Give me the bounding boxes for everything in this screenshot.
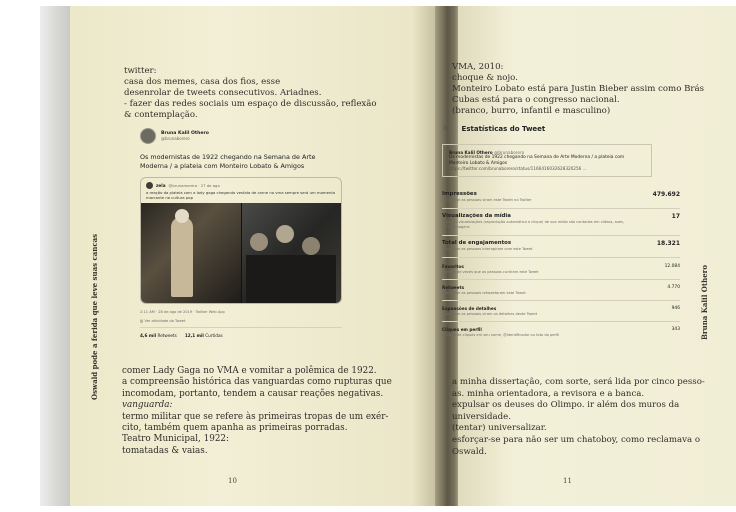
text-line: choque & nojo.	[452, 73, 518, 83]
media-views-label: Visualizações da mídia	[442, 212, 511, 219]
text-line: cito, também quem apanha as primeiras porradas.	[122, 423, 348, 434]
tweet-card	[140, 128, 342, 338]
media-views-desc: Todas as visualizações (reprodução automática e clique) de sua mídia são contadas em vídeos, axes, GIFs e imagens	[442, 219, 625, 229]
text-line: comer Lady Gaga no VMA e vomitar a polêmica de 1922.	[122, 366, 377, 376]
text-line: Cubas está para o congresso nacional.	[452, 95, 620, 105]
favorites-desc: número de vezes que as pessoas curtiram este Tweet	[442, 270, 539, 275]
media-views-value: 17	[671, 212, 680, 220]
text-line: Monteiro Lobato está para Justin Bieber assim como Brás	[452, 84, 705, 94]
preview-author-handle: @brunaborero	[494, 150, 525, 155]
impressions-value: 479.692	[652, 191, 680, 199]
chart-icon: ▥	[140, 319, 145, 324]
retweet-count: 4,6 mil	[140, 333, 157, 339]
quoted-tweet-header	[141, 178, 341, 190]
quoted-avatar	[146, 182, 153, 189]
profile-clicks-value: 343	[671, 326, 680, 332]
like-count: 12,1 mil	[184, 333, 204, 339]
text-line: tomatadas & vaias.	[122, 445, 208, 456]
engagements-desc: vezes que as pessoas interagiram com este Tweet	[442, 246, 533, 251]
text-line: a minha dissertação, com sorte, será lida por cinco pesso-	[452, 377, 705, 387]
like-stat[interactable]	[185, 333, 223, 338]
left-bottom-paragraph	[122, 366, 392, 457]
text-line: (branco, burro, infantil e masculino)	[452, 106, 611, 116]
text-line: as. minha orientadora, a revisora e a banca.	[452, 388, 645, 399]
close-icon[interactable]: ✕	[442, 124, 450, 134]
page-number-right: 11	[563, 477, 572, 485]
retweets-desc: vezes que as pessoas retweetaram este Tweet	[442, 291, 526, 296]
right-bottom-paragraph	[452, 377, 705, 458]
text-line: Oswald.	[452, 446, 487, 457]
retweets-value: 4.770	[667, 285, 680, 291]
text-line: desenrolar de tweets consecutivos. Ariadnes.	[124, 88, 322, 98]
analytics-title: Estatísticas do Tweet	[461, 125, 546, 133]
text-line: casa dos memes, casa dos fios, esse	[124, 77, 281, 87]
text-line: termo militar que se refere às primeiras tropas de um exér-	[122, 411, 389, 422]
retweet-label: Retweets	[157, 333, 177, 339]
preview-text-line: Os modernistas de 1922 chegando na Semana de Arte Moderna / a plateia com	[449, 155, 625, 160]
right-top-paragraph	[452, 62, 704, 117]
text-line: twitter:	[124, 66, 157, 76]
text-line: VMA, 2010:	[452, 62, 504, 72]
quoted-tweet[interactable]	[140, 177, 342, 304]
photo-lady-gaga[interactable]	[141, 203, 241, 303]
detail-expands-row	[442, 306, 680, 317]
quoted-tweet-text: a reação da plateia com a lady gaga chegando vestida de carne no vma sempre será um momento marcante na cultura pop	[146, 190, 336, 201]
impressions-label: Impressões	[442, 191, 477, 198]
scan-margin	[40, 6, 70, 506]
analytics-tweet-preview	[442, 144, 652, 177]
text-line: - fazer das redes sociais um espaço de discussão, reflexão	[124, 99, 377, 109]
tweet-activity-link[interactable]	[140, 319, 342, 328]
favorites-value: 12.084	[664, 264, 680, 270]
avatar[interactable]	[140, 128, 156, 144]
text-line: incomodam, portanto, tendem a causar reações negativas.	[122, 388, 384, 399]
preview-url[interactable]: https://twitter.com/brunaborero/status/1166416032628320256 ...	[449, 166, 587, 172]
text-line: & contemplação.	[124, 110, 198, 120]
like-label: Curtidas	[205, 333, 223, 339]
text-line: vanguarda:	[122, 400, 173, 411]
impressions-desc: vezes que as pessoas viram este Tweet no Twitter	[442, 198, 532, 203]
preview-author-name: Bruna Kalil Othero	[449, 150, 493, 155]
profile-clicks-label: Cliques em perfil	[442, 326, 482, 332]
retweets-label: Retweets	[442, 285, 465, 291]
detail-expands-label: Expansões de detalhes	[442, 305, 497, 311]
photo-audience[interactable]	[241, 203, 342, 303]
tweet-text-line: Moderna / a plateia com Monteiro Lobato & Amigos	[140, 161, 305, 170]
tweet-body	[140, 153, 342, 170]
tweet-stats	[140, 333, 342, 338]
text-line: a compreensão histórica das vanguardas como rupturas que	[122, 377, 392, 388]
impressions-row	[442, 191, 680, 203]
engagements-row	[442, 240, 680, 252]
page-number-left: 10	[228, 477, 237, 485]
retweet-stat[interactable]	[140, 333, 177, 338]
left-spine-title: Oswald pode a ferida que leve suas cancas	[90, 233, 99, 400]
detail-expands-desc: vezes que as pessoas viram os detalhes deste Tweet	[442, 311, 537, 316]
media-views-row	[442, 213, 680, 230]
quoted-author-handle: @brunamorero · 27 de ago	[168, 183, 220, 189]
text-line: esforçar-se para não ser um chatoboy, como reclamava o	[452, 434, 701, 445]
quoted-author-name: zela	[156, 183, 166, 189]
tweet-analytics-panel	[442, 124, 680, 338]
text-line: expulsar os deuses do Olimpo. ir além dos muros da	[452, 400, 680, 411]
quoted-media[interactable]	[141, 203, 341, 303]
analytics-header	[442, 124, 680, 134]
text-line: universidade.	[452, 411, 511, 422]
engagements-label: Total de engajamentos	[442, 239, 512, 246]
favorites-row	[442, 264, 680, 275]
tweet-author-name[interactable]: Bruna Kalil Othero	[161, 131, 209, 136]
right-spine-title: Bruna Kalil Othero	[700, 264, 709, 340]
tweet-text-line: Os modernistas de 1922 chegando na Semana de Arte	[140, 153, 316, 161]
favorites-label: Favoritos	[442, 264, 464, 270]
profile-clicks-row	[442, 327, 680, 338]
left-top-paragraph	[124, 66, 377, 121]
profile-clicks-desc: número de cliques em seu nome, @identificador ou foto do perfil	[442, 332, 560, 337]
preview-text-line: Monteiro Lobato & Amigos	[449, 160, 508, 166]
activity-label: Ver atividade do Tweet	[144, 319, 186, 324]
retweets-row	[442, 285, 680, 296]
detail-expands-value: 946	[671, 305, 680, 311]
tweet-author-handle[interactable]: @brunaborero	[161, 136, 190, 141]
text-line: (tentar) universalizar.	[452, 423, 547, 434]
tweet-timestamp: 2:11 AM · 28 de ago de 2019 · Twitter Web App	[140, 310, 225, 315]
tweet-header	[140, 128, 342, 144]
text-line: Teatro Municipal, 1922:	[122, 434, 229, 445]
engagements-value: 18.321	[656, 239, 680, 247]
